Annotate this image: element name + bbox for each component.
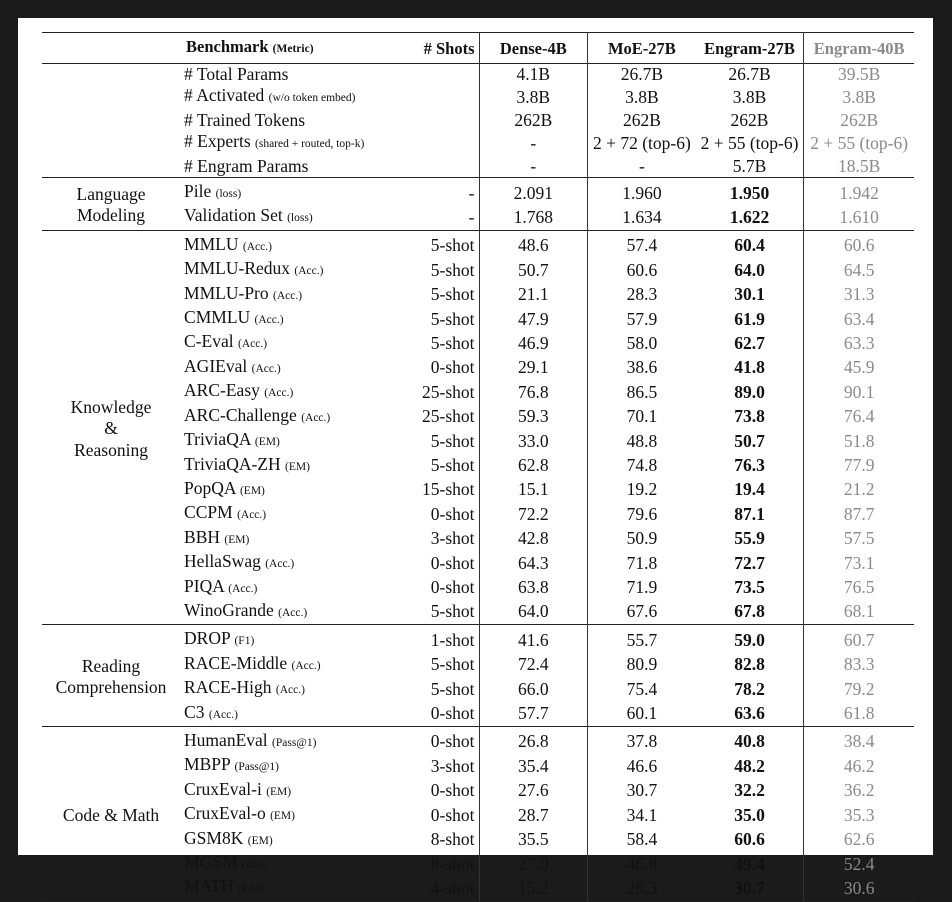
engram-40b-cell: 45.9 [804, 356, 914, 380]
dense-4b-cell: 28.7 [517, 804, 549, 825]
metric-label: (Acc.) [228, 582, 258, 595]
moe-27b-cell: 38.6 [588, 356, 696, 380]
benchmark-label: # Trained Tokens [184, 109, 306, 130]
metric-label: (Acc.) [265, 558, 295, 571]
category-cell [42, 64, 180, 178]
dense-4b-cell: 3.8B [516, 86, 551, 107]
dense-4b-cell: 262B [514, 109, 553, 130]
metric-label: (EM) [270, 810, 295, 823]
benchmark-name [180, 702, 403, 727]
moe-27b-cell: 58.0 [588, 331, 696, 355]
engram-40b-cell: 36.2 [804, 779, 914, 803]
benchmark-name [180, 726, 403, 754]
dense-4b-cell: 41.6 [479, 625, 588, 653]
engram-40b-cell: 90.1 [804, 380, 914, 404]
dense-4b-cell: - [530, 155, 537, 176]
metric-label: (Acc.) [275, 684, 305, 697]
engram-40b-cell: 60.6 [804, 230, 914, 258]
benchmark-name [180, 356, 403, 380]
moe-27b-cell: 1.634 [588, 205, 696, 230]
dense-4b-cell: 33.0 [517, 430, 549, 451]
moe-27b-cell: 57.4 [588, 230, 696, 258]
dense-4b-cell: 35.5 [517, 829, 549, 850]
benchmark-name [180, 625, 403, 653]
benchmark-label: TriviaQA [184, 429, 251, 450]
engram-40b-cell: 61.8 [804, 702, 914, 727]
engram-27b-cell: 60.6 [734, 829, 765, 850]
metric-label: (loss) [287, 212, 313, 225]
engram-40b-cell: 64.5 [804, 258, 914, 282]
engram-27b-cell: 262B [730, 109, 769, 130]
dense-4b-cell: 64.0 [517, 601, 549, 622]
benchmark-label: MMLU-Redux [184, 258, 291, 279]
benchmark-name [180, 527, 403, 551]
engram-27b-cell: 26.7B [696, 64, 804, 86]
category-label: Reasoning [74, 439, 148, 460]
shots-cell: 5-shot [403, 283, 479, 307]
category-label: & [104, 418, 118, 439]
benchmark-name [180, 754, 403, 778]
dense-4b-cell: 26.8 [479, 726, 588, 754]
metric-label: (Acc.) [264, 387, 294, 400]
benchmark-label: C3 [184, 701, 205, 722]
dense-4b-cell: 63.8 [517, 577, 549, 598]
dense-4b-cell: 64.3 [517, 552, 549, 573]
table-row [42, 726, 914, 754]
benchmark-name [180, 258, 403, 282]
moe-27b-cell: 75.4 [588, 677, 696, 701]
table-row [42, 625, 914, 653]
benchmark-name [180, 551, 403, 575]
engram-27b-cell: 73.8 [734, 406, 765, 427]
benchmark-label: # Engram Params [184, 155, 309, 176]
shots-cell: 0-shot [403, 803, 479, 827]
engram-40b-cell: 57.5 [804, 527, 914, 551]
benchmark-name [180, 429, 403, 453]
metric-label: (Acc.) [237, 509, 267, 522]
dense-4b-cell: 27.6 [517, 780, 549, 801]
moe-27b-cell: 60.6 [588, 258, 696, 282]
metric-label: (EM) [266, 785, 292, 798]
dense-4b-cell: - [530, 132, 537, 153]
engram-40b-cell: 62.6 [804, 828, 914, 852]
dense-4b-cell: 21.1 [517, 284, 549, 305]
benchmark-name [180, 576, 403, 600]
moe-27b-cell: 46.8 [588, 852, 696, 876]
dense-4b-cell: 29.1 [517, 357, 549, 378]
benchmark-label: HellaSwag [184, 551, 261, 572]
engram-27b-cell: 61.9 [734, 308, 765, 329]
engram-27b-cell: 40.8 [696, 726, 804, 754]
moe-27b-cell: 55.7 [588, 625, 696, 653]
dense-4b-cell: 46.9 [517, 332, 549, 353]
moe-27b-cell: 71.8 [588, 551, 696, 575]
moe-27b-cell: 60.1 [588, 702, 696, 727]
moe-27b-cell: 1.960 [588, 178, 696, 206]
category-label: Code & Math [62, 804, 160, 825]
engram-27b-cell: 1.622 [729, 206, 770, 227]
engram-27b-cell: 50.7 [734, 430, 765, 451]
metric-label: (Acc.) [238, 338, 268, 351]
shots-cell: 5-shot [403, 454, 479, 478]
dense-4b-cell: 27.0 [517, 853, 549, 874]
shots-cell: 25-shot [403, 405, 479, 429]
benchmark-label: AGIEval [184, 355, 248, 376]
engram-27b-cell: 60.4 [696, 230, 804, 258]
dense-4b-cell: 47.9 [517, 308, 549, 329]
engram-40b-cell: 73.1 [804, 551, 914, 575]
metric-label: (EM) [285, 460, 310, 473]
engram-40b-cell: 63.3 [804, 331, 914, 355]
category-label: Reading [81, 655, 141, 676]
benchmark-label: PopQA [184, 477, 236, 498]
engram-40b-cell: 52.4 [804, 852, 914, 876]
engram-40b-cell: 68.1 [804, 600, 914, 625]
table-row [42, 178, 914, 206]
metric-label: (Acc.) [242, 240, 272, 253]
engram-27b-cell: 89.0 [734, 381, 765, 402]
moe-27b-cell: 86.5 [588, 380, 696, 404]
moe-27b-cell: 57.9 [588, 307, 696, 331]
metric-label: (loss) [215, 188, 242, 201]
category-label: Knowledge [70, 396, 152, 417]
shots-cell [403, 156, 479, 178]
engram-40b-cell: 1.610 [804, 205, 914, 230]
shots-cell: 3-shot [403, 754, 479, 778]
shots-cell [403, 64, 479, 86]
benchmark-label: ARC-Easy [184, 380, 260, 401]
engram-40b-cell: 38.4 [804, 726, 914, 754]
engram-27b-cell: 3.8B [732, 86, 767, 107]
engram-27b-cell: 41.8 [734, 357, 765, 378]
shots-cell: 4-shot [403, 876, 479, 901]
moe-27b-cell: 58.4 [588, 828, 696, 852]
benchmark-name [180, 131, 403, 155]
engram-40b-cell: 18.5B [804, 156, 914, 178]
shots-cell: 5-shot [403, 429, 479, 453]
dense-4b-cell: 72.2 [517, 503, 549, 524]
moe-27b-cell: 50.9 [588, 527, 696, 551]
shots-cell: 3-shot [403, 527, 479, 551]
moe-27b-cell: 67.6 [588, 600, 696, 625]
table-row [42, 230, 914, 258]
benchmark-label: MMLU-Pro [184, 282, 269, 303]
benchmark-name [180, 85, 403, 109]
shots-cell: 1-shot [403, 625, 479, 653]
benchmark-name [180, 779, 403, 803]
moe-27b-cell: 79.6 [588, 502, 696, 526]
metric-label: (Acc.) [251, 362, 281, 375]
shots-cell: - [403, 205, 479, 230]
dense-4b-cell: 35.4 [517, 755, 549, 776]
engram-40b-cell: 46.2 [804, 754, 914, 778]
benchmark-label: MBPP [184, 754, 231, 775]
metric-label: (Acc.) [291, 659, 321, 672]
metric-label: (EM) [247, 834, 273, 847]
dense-4b-cell: 57.7 [517, 703, 549, 724]
category-header [42, 33, 180, 64]
shots-cell: 0-shot [403, 551, 479, 575]
benchmark-label: RACE-High [184, 677, 272, 698]
engram-40b-cell: 31.3 [804, 283, 914, 307]
benchmark-name [180, 230, 403, 258]
category-cell [42, 625, 180, 727]
engram-27b-cell: 76.3 [734, 455, 765, 475]
shots-cell: 0-shot [403, 779, 479, 803]
benchmark-name [180, 331, 403, 355]
benchmark-name [180, 478, 403, 502]
engram-27b-cell: 78.2 [734, 678, 765, 699]
benchmark-label: ARC-Challenge [184, 404, 297, 425]
shots-cell: 8-shot [403, 828, 479, 852]
dense-4b-cell: 59.3 [517, 406, 549, 427]
metric-label: (Pass@1) [272, 736, 317, 749]
engram-27b-cell: 32.2 [734, 780, 765, 801]
moe-27b-cell: 28.3 [588, 283, 696, 307]
shots-cell: - [403, 178, 479, 206]
shots-cell: 0-shot [403, 702, 479, 727]
table-body [42, 64, 914, 902]
benchmark-label: MATH [184, 876, 234, 897]
category-label: Comprehension [55, 677, 167, 698]
benchmark-header: Benchmark (Metric) [186, 37, 314, 56]
engram-27b-cell: 67.8 [734, 601, 765, 622]
benchmark-label: # Experts [184, 131, 251, 152]
engram-27b-cell: 73.5 [734, 577, 765, 598]
benchmark-name [180, 803, 403, 827]
engram-40b-cell: 35.3 [804, 803, 914, 827]
moe-27b-cell: 2 + 72 (top-6) [588, 131, 696, 155]
moe-27b-cell: 80.9 [588, 653, 696, 677]
dense-4b-header: Dense-4B [499, 38, 567, 58]
engram-27b-cell: 19.4 [734, 479, 765, 500]
benchmark-name [180, 380, 403, 404]
engram-27b-cell: 55.9 [734, 528, 765, 549]
metric-label: (w/o token embed) [268, 92, 356, 105]
engram-27b-cell: 35.0 [734, 804, 765, 825]
metric-label: (Acc.) [208, 708, 238, 721]
shots-cell: 5-shot [403, 600, 479, 625]
moe-27b-cell: 26.7B [588, 64, 696, 86]
paper-page [18, 18, 933, 898]
engram-40b-cell: 39.5B [804, 64, 914, 86]
moe-27b-cell: 74.8 [588, 454, 696, 478]
shots-cell [403, 131, 479, 155]
moe-27b-cell: 71.9 [588, 576, 696, 600]
benchmark-name [180, 502, 403, 526]
engram-40b-cell: 1.942 [804, 178, 914, 206]
engram-27b-cell: 87.1 [734, 503, 765, 524]
category-cell [42, 726, 180, 901]
engram-40b-cell: 21.2 [804, 478, 914, 502]
engram-40b-cell: 60.7 [804, 625, 914, 653]
engram-40b-cell: 77.9 [804, 454, 914, 478]
benchmark-label: TriviaQA-ZH [184, 453, 281, 474]
benchmark-name [180, 64, 403, 86]
shots-cell: 0-shot [403, 502, 479, 526]
engram-27b-cell: 82.8 [734, 654, 765, 675]
engram-40b-cell: 262B [804, 110, 914, 131]
benchmark-label: C-Eval [184, 331, 234, 352]
metric-label: (EM) [238, 883, 263, 896]
metric-label: (shared + routed, top-k) [255, 138, 365, 151]
metric-label: (F1) [234, 635, 255, 648]
moe-27b-cell: 28.3 [588, 876, 696, 901]
engram-27b-cell: 63.6 [734, 703, 765, 724]
metric-label: (EM) [241, 859, 267, 871]
metric-label: (Acc.) [294, 265, 324, 278]
shots-cell: 0-shot [403, 576, 479, 600]
engram-27b-cell: 64.0 [734, 259, 765, 280]
engram-40b-cell: 76.5 [804, 576, 914, 600]
engram-40b-cell: 83.3 [804, 653, 914, 677]
moe-27b-cell: - [588, 156, 696, 178]
benchmark-name [180, 600, 403, 625]
moe-27b-header: MoE-27B [588, 33, 696, 64]
dense-4b-cell: 15.2 [479, 876, 588, 901]
benchmark-label: MGSM [184, 852, 238, 872]
benchmark-name [180, 677, 403, 701]
shots-cell: 5-shot [403, 331, 479, 355]
metric-label: (EM) [254, 436, 280, 449]
dense-4b-cell: 76.8 [517, 381, 549, 402]
engram-40b-cell: 3.8B [804, 85, 914, 109]
metric-label: (EM) [239, 484, 265, 497]
benchmark-label: GSM8K [184, 827, 244, 848]
benchmark-label: HumanEval [184, 729, 268, 750]
benchmark-name [180, 876, 403, 901]
category-label: Modeling [76, 205, 146, 226]
moe-27b-cell: 3.8B [588, 85, 696, 109]
engram-40b-cell: 63.4 [804, 307, 914, 331]
engram-27b-cell: 1.950 [696, 178, 804, 206]
shots-cell: 5-shot [403, 230, 479, 258]
shots-cell [403, 110, 479, 131]
benchmark-label: CruxEval-o [184, 803, 266, 824]
dense-4b-cell: 50.7 [517, 259, 549, 280]
dense-4b-cell: 2.091 [479, 178, 588, 206]
dense-4b-cell: 15.1 [517, 479, 549, 500]
benchmark-name [180, 454, 403, 478]
moe-27b-cell: 37.8 [588, 726, 696, 754]
moe-27b-cell: 70.1 [588, 405, 696, 429]
engram-27b-header: Engram-27B [704, 38, 795, 58]
benchmark-name [180, 156, 403, 178]
metric-label: (Pass@1) [234, 761, 279, 774]
moe-27b-cell: 30.7 [588, 779, 696, 803]
shots-cell: 15-shot [403, 478, 479, 502]
engram-27b-cell: 72.7 [734, 552, 765, 573]
moe-27b-cell: 48.8 [588, 429, 696, 453]
engram-40b-cell: 87.7 [804, 502, 914, 526]
shots-cell: 0-shot [403, 356, 479, 380]
engram-27b-cell: 30.1 [734, 284, 765, 305]
shots-cell: 8-shot [403, 852, 479, 876]
table-header-row [42, 33, 914, 64]
benchmark-name [180, 205, 403, 230]
shots-cell: 5-shot [403, 307, 479, 331]
benchmark-label: DROP [184, 628, 231, 649]
engram-40b-cell: 51.8 [804, 429, 914, 453]
metric-label: (Acc.) [254, 314, 284, 327]
moe-27b-cell: 19.2 [588, 478, 696, 502]
moe-27b-cell: 34.1 [588, 803, 696, 827]
benchmark-label: PIQA [184, 575, 224, 596]
engram-27b-cell: 59.0 [696, 625, 804, 653]
engram-40b-cell: 76.4 [804, 405, 914, 429]
engram-40b-cell: 2 + 55 (top-6) [804, 131, 914, 155]
benchmark-table [42, 32, 914, 902]
moe-27b-cell: 262B [588, 110, 696, 131]
metric-label: (Acc.) [273, 289, 303, 302]
shots-header: # Shots [403, 33, 479, 64]
category-cell [42, 178, 180, 231]
shots-cell: 5-shot [403, 677, 479, 701]
engram-27b-cell: 2 + 55 (top-6) [700, 132, 799, 153]
engram-27b-cell: 49.4 [734, 853, 765, 874]
dense-4b-cell: 62.8 [517, 455, 549, 475]
dense-4b-cell: 66.0 [517, 678, 549, 699]
benchmark-name [180, 828, 403, 852]
dense-4b-cell: 42.8 [517, 528, 549, 549]
benchmark-label: RACE-Middle [184, 652, 288, 673]
benchmark-label: WinoGrande [184, 599, 274, 620]
category-label: Language [76, 184, 146, 205]
benchmark-label: Pile [184, 181, 212, 202]
dense-4b-cell: 72.4 [517, 654, 549, 675]
engram-40b-header: Engram-40B [804, 33, 914, 64]
engram-27b-cell: 5.7B [732, 155, 767, 176]
benchmark-label: MMLU [184, 233, 239, 254]
shots-cell [403, 85, 479, 109]
shots-cell: 5-shot [403, 258, 479, 282]
benchmark-label: CCPM [184, 502, 233, 523]
shots-cell: 5-shot [403, 653, 479, 677]
benchmark-name [180, 405, 403, 429]
benchmark-name [180, 653, 403, 677]
table-row [42, 64, 914, 86]
benchmark-label: Validation Set [184, 205, 283, 226]
metric-label: (Acc.) [301, 411, 331, 424]
shots-cell: 0-shot [403, 726, 479, 754]
engram-40b-cell: 79.2 [804, 677, 914, 701]
moe-27b-cell: 46.6 [588, 754, 696, 778]
dense-4b-cell: 1.768 [513, 206, 553, 227]
engram-27b-cell: 48.2 [734, 755, 765, 776]
benchmark-label: BBH [184, 526, 221, 547]
shots-cell: 25-shot [403, 380, 479, 404]
category-cell [42, 230, 180, 625]
dense-4b-cell: 48.6 [479, 230, 588, 258]
benchmark-label: CruxEval-i [184, 778, 262, 799]
metric-label: (EM) [224, 533, 250, 546]
metric-label: (Acc.) [278, 606, 308, 619]
benchmark-name [180, 178, 403, 206]
engram-40b-cell: 30.6 [804, 876, 914, 901]
benchmark-name [180, 110, 403, 131]
engram-27b-cell: 62.7 [734, 332, 765, 353]
benchmark-label: # Total Params [184, 64, 289, 84]
benchmark-name [180, 283, 403, 307]
engram-27b-cell: 30.7 [696, 876, 804, 901]
dense-4b-cell: 4.1B [479, 64, 588, 86]
benchmark-label: # Activated [184, 85, 265, 106]
benchmark-name [180, 852, 403, 876]
benchmark-name [180, 307, 403, 331]
benchmark-label: CMMLU [184, 307, 251, 328]
